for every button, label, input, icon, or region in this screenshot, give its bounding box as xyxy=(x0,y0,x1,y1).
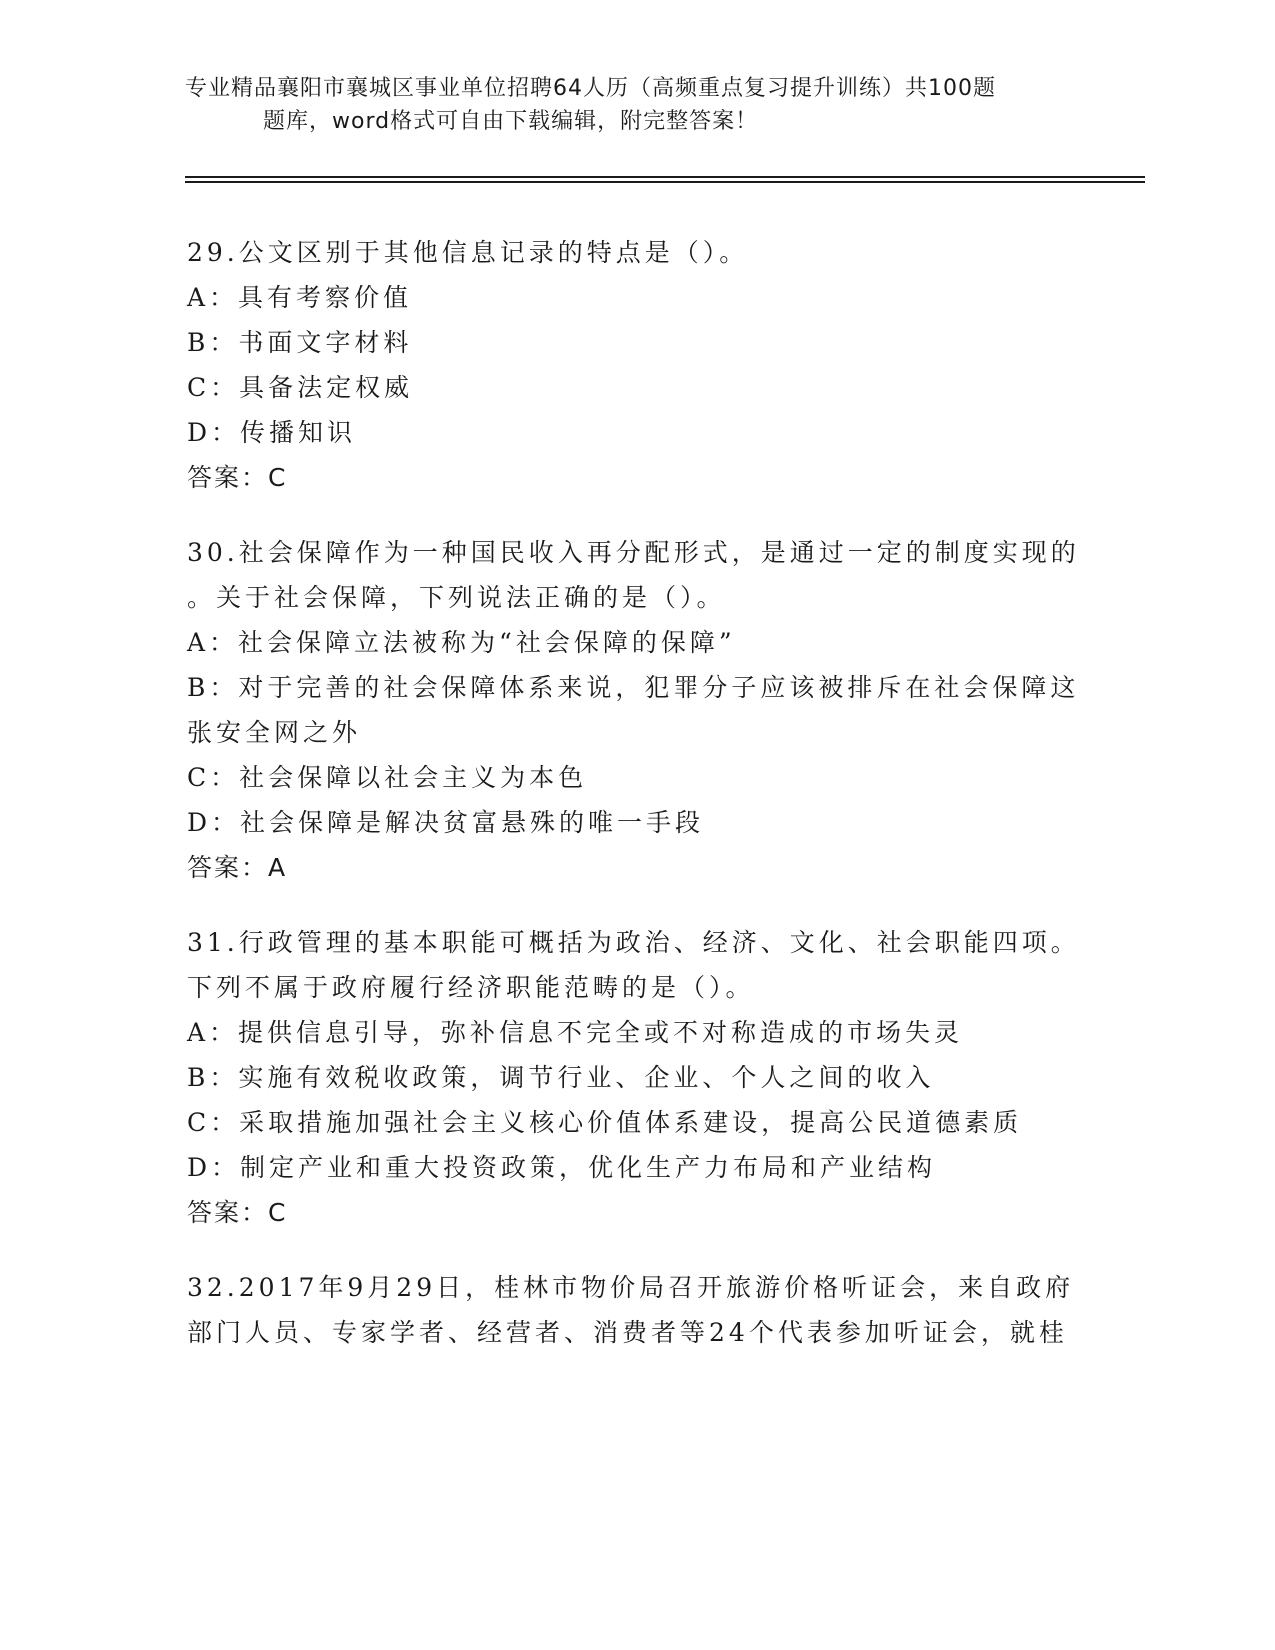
question-31 xyxy=(187,920,1087,1235)
question-30 xyxy=(187,530,1087,890)
option-a: A：提供信息引导，弥补信息不完全或不对称造成的市场失灵 xyxy=(187,1018,964,1047)
header-rule-bottom xyxy=(185,181,1145,183)
option-c: C：社会保障以社会主义为本色 xyxy=(187,763,588,792)
header-rule-top xyxy=(185,176,1145,178)
question-stem-continued: 部门人员、专家学者、经营者、消费者等24个代表参加听证会，就桂 xyxy=(187,1318,1068,1347)
option-b: B：对于完善的社会保障体系来说，犯罪分子应该被排斥在社会保障这 xyxy=(187,673,1080,702)
question-stem: 32.2017年9月29日，桂林市物价局召开旅游价格听证会，来自政府 xyxy=(187,1273,1075,1302)
option-c: C：采取措施加强社会主义核心价值体系建设，提高公民道德素质 xyxy=(187,1108,1023,1137)
option-a: A：社会保障立法被称为“社会保障的保障” xyxy=(187,628,736,657)
option-d: D：社会保障是解决贫富悬殊的唯一手段 xyxy=(187,808,705,837)
option-d: D：制定产业和重大投资政策，优化生产力布局和产业结构 xyxy=(187,1153,937,1182)
option-d: D：传播知识 xyxy=(187,418,357,447)
question-stem: 29.公文区别于其他信息记录的特点是（）。 xyxy=(187,238,749,267)
question-list xyxy=(187,230,1087,1385)
option-b: B：实施有效税收政策，调节行业、企业、个人之间的收入 xyxy=(187,1063,935,1092)
question-32 xyxy=(187,1265,1087,1355)
option-c: C：具备法定权威 xyxy=(187,373,414,402)
question-stem-continued: 。关于社会保障，下列说法正确的是（）。 xyxy=(187,583,726,612)
header-title-line-2: 题库，word格式可自由下载编辑，附完整答案！ xyxy=(263,109,759,134)
question-stem: 30.社会保障作为一种国民收入再分配形式，是通过一定的制度实现的 xyxy=(187,538,1080,567)
document-header xyxy=(185,72,1085,138)
option-b-continued: 张安全网之外 xyxy=(187,718,362,747)
question-stem: 31.行政管理的基本职能可概括为政治、经济、文化、社会职能四项。 xyxy=(187,928,1080,957)
answer-label: 答案：C xyxy=(187,463,288,492)
answer-label: 答案：A xyxy=(187,853,288,882)
question-29 xyxy=(187,230,1087,500)
option-b: B：书面文字材料 xyxy=(187,328,413,357)
question-stem-continued: 下列不属于政府履行经济职能范畴的是（）。 xyxy=(187,973,755,1002)
option-a: A：具有考察价值 xyxy=(187,283,413,312)
header-title-line-1: 专业精品襄阳市襄城区事业单位招聘64人历（高频重点复习提升训练）共100题 xyxy=(185,76,996,101)
answer-label: 答案：C xyxy=(187,1198,288,1227)
